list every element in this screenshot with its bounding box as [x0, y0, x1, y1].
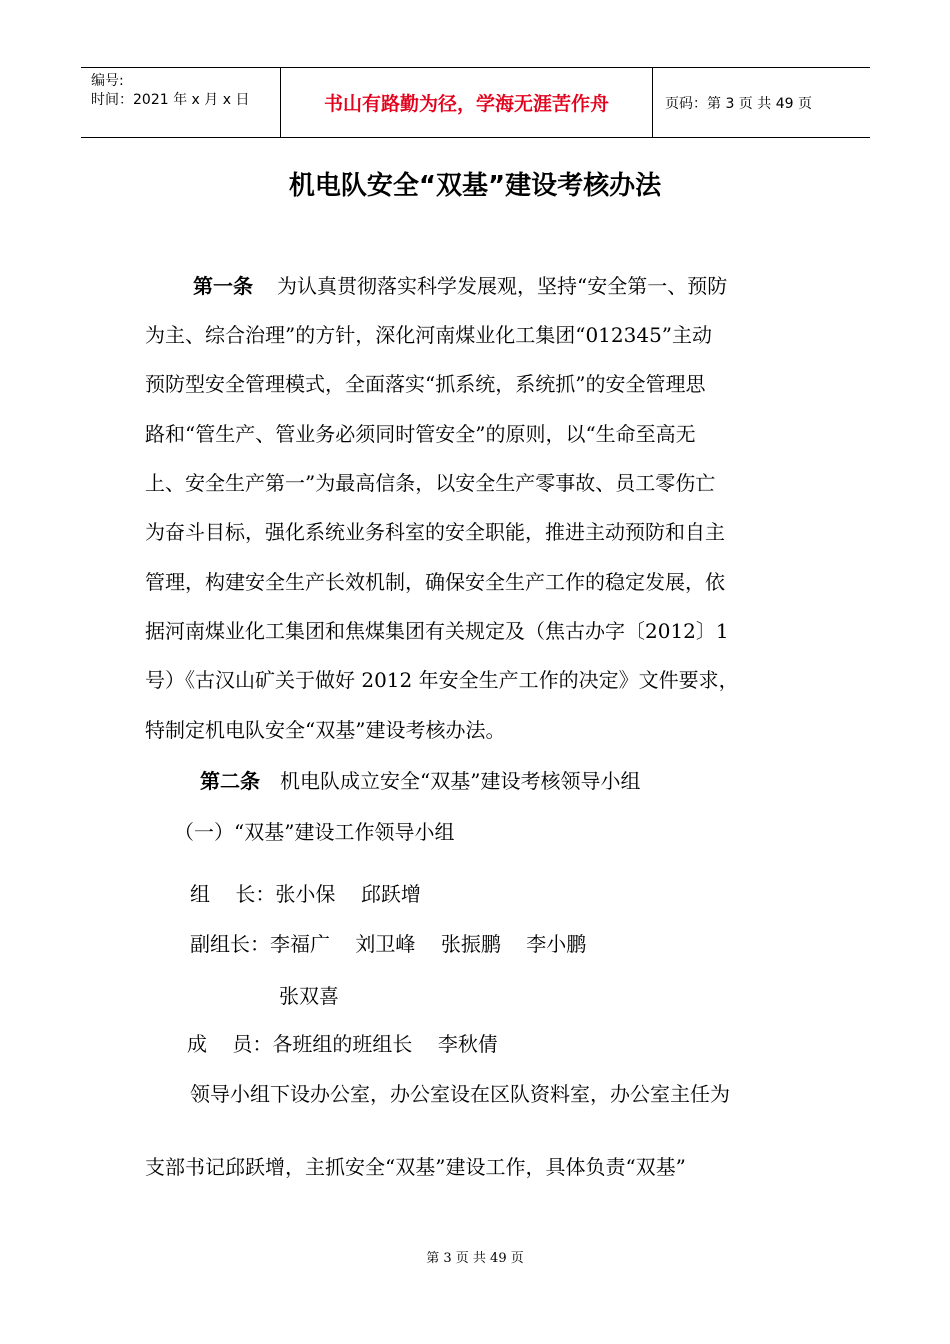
- document-number-label: 编号:: [91, 73, 124, 89]
- header-meta: [81, 68, 281, 137]
- article-1-line: 据河南煤业化工集团和焦煤集团有关规定及（焦古办字〔2012〕1: [145, 619, 729, 643]
- article-1-line: 管理，构建安全生产长效机制，确保安全生产工作的稳定发展，依: [145, 570, 725, 594]
- article-2: [200, 767, 640, 795]
- article-1-line: 特制定机电队安全“双基”建设考核办法。: [145, 718, 506, 742]
- article-1-line: 号）《古汉山矿关于做好 2012 年安全生产工作的决定》文件要求，: [145, 668, 739, 692]
- office-paragraph-line: 支部书记邱跃增，主抓安全“双基”建设工作，具体负责“双基”: [145, 1155, 686, 1179]
- group-deputy-leaders: 副组长：李福广 刘卫峰 张振鹏 李小鹏: [190, 932, 587, 956]
- page-header: [81, 67, 870, 138]
- document-date: 时间：2021 年 x 月 x 日: [91, 92, 250, 108]
- article-1-line: 预防型安全管理模式，全面落实“抓系统，系统抓”的安全管理思: [145, 372, 706, 396]
- article-2-heading: 第二条: [200, 769, 260, 793]
- group-members: 成 员：各班组的班组长 李秋倩: [187, 1032, 498, 1056]
- page-footer: 第 3 页 共 49 页: [426, 1251, 524, 1266]
- section-1-heading: （一）“双基”建设工作领导小组: [174, 820, 455, 844]
- group-leader: 组 长：张小保 邱跃增: [190, 882, 421, 906]
- document-title: 机电队安全“双基”建设考核办法: [288, 171, 662, 201]
- article-1-heading: 第一条: [193, 274, 253, 298]
- article-2-text: 机电队成立安全“双基”建设考核领导小组: [280, 769, 641, 793]
- office-paragraph-line: 领导小组下设办公室，办公室设在区队资料室，办公室主任为: [190, 1082, 730, 1106]
- article-1-line: 为认真贯彻落实科学发展观，坚持“安全第一、预防: [277, 274, 728, 298]
- article-1-first-line: [193, 272, 727, 300]
- article-1-line: 为奋斗目标，强化系统业务科室的安全职能，推进主动预防和自主: [145, 520, 725, 544]
- group-deputy-leaders-cont: 张双喜: [279, 984, 339, 1008]
- article-1-line: 为主、综合治理”的方针，深化河南煤业化工集团“012345”主动: [145, 323, 713, 347]
- article-1-line: 上、安全生产第一”为最高信条，以安全生产零事故、员工零伤亡: [145, 471, 716, 495]
- header-motto: 书山有路勤为径，学海无涯苦作舟: [281, 68, 653, 137]
- article-1-line: 路和“管生产、管业务必须同时管安全”的原则，以“生命至高无: [145, 422, 696, 446]
- header-page-info: 页码：第 3 页 共 49 页: [665, 95, 812, 112]
